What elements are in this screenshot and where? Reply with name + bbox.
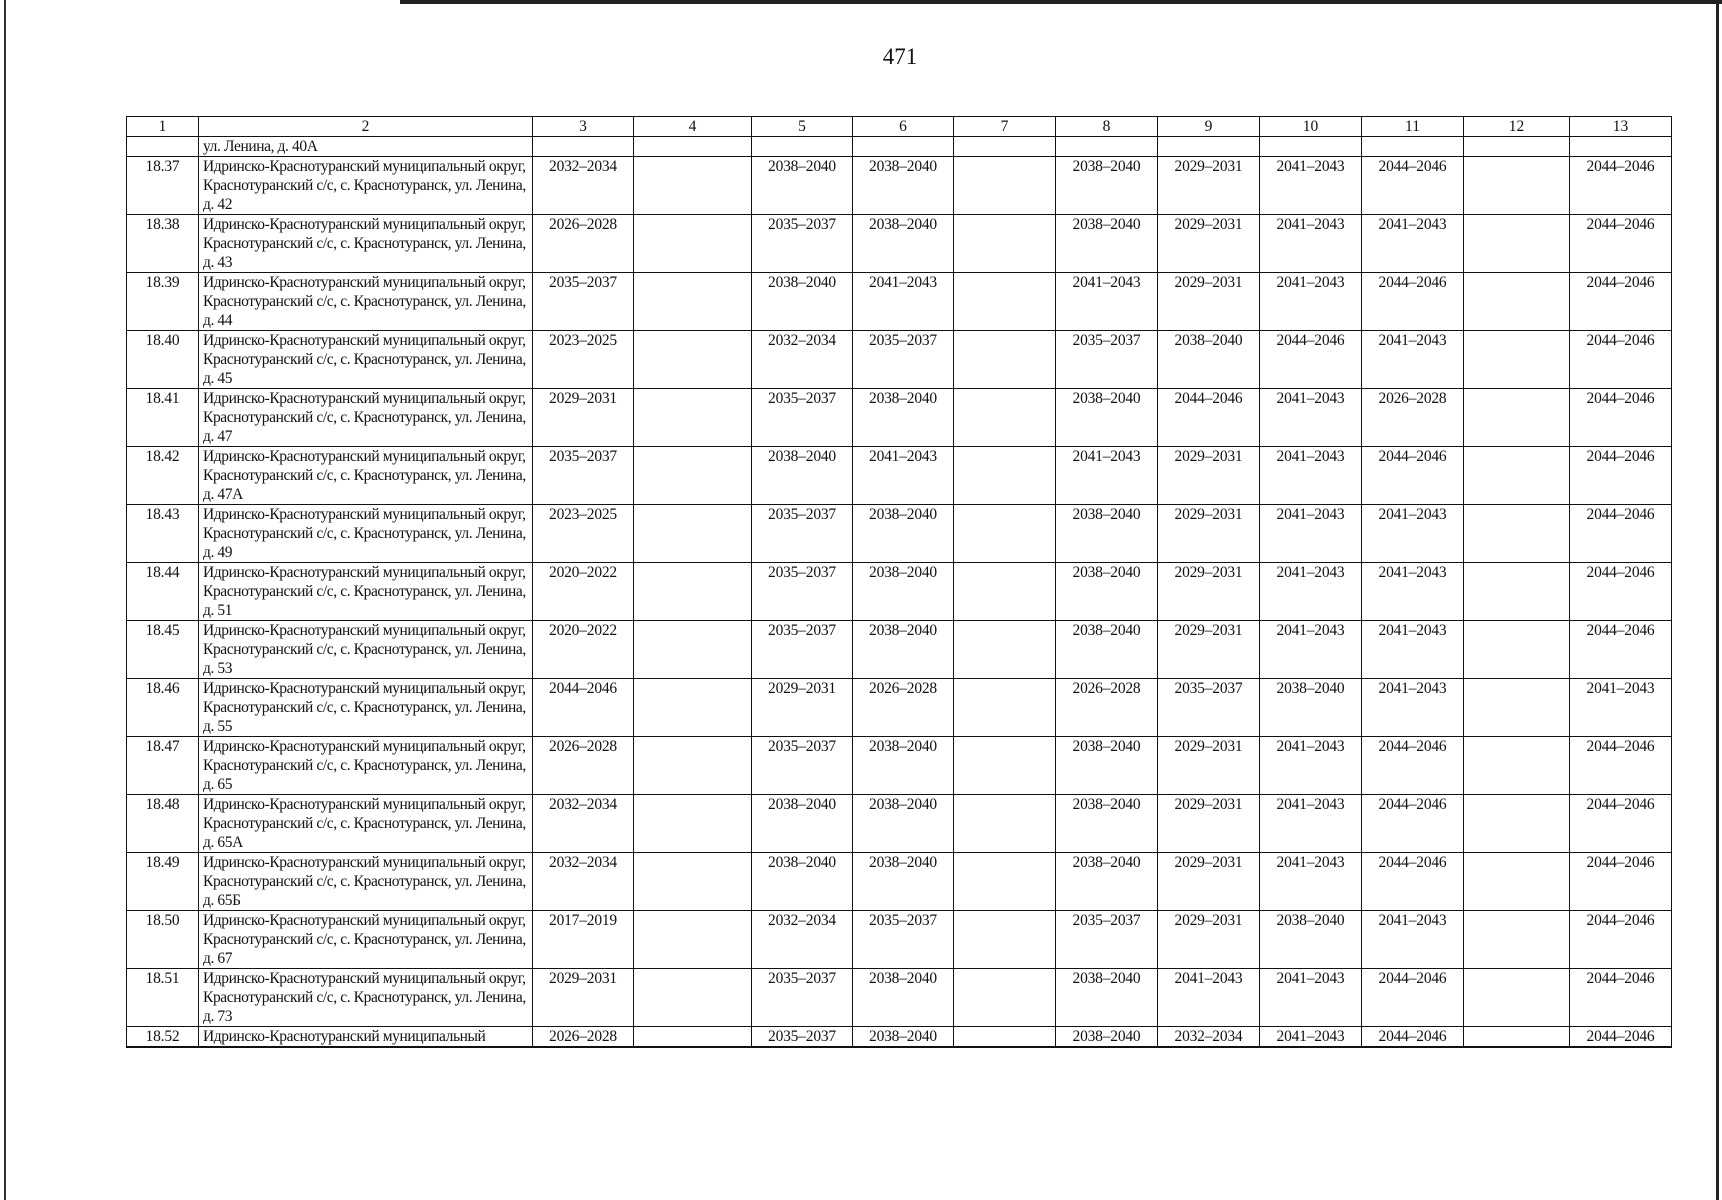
address-cell: Идринско-Краснотуранский муниципальный округ, Краснотуранский с/с, с. Краснотуранск, ул. Ленина, д. 49 xyxy=(199,505,533,563)
period-cell: 2029–2031 xyxy=(1158,157,1260,215)
period-cell: 2038–2040 xyxy=(1056,853,1158,911)
period-cell: 2038–2040 xyxy=(853,737,954,795)
period-cell: 2041–2043 xyxy=(1260,273,1362,331)
period-cell: 2038–2040 xyxy=(1056,795,1158,853)
period-cell xyxy=(634,157,752,215)
period-cell: 2041–2043 xyxy=(1158,969,1260,1027)
period-cell: 2038–2040 xyxy=(1056,389,1158,447)
row-number-cell: 18.45 xyxy=(127,621,199,679)
period-cell: 2038–2040 xyxy=(1056,563,1158,621)
period-cell: 2023–2025 xyxy=(533,331,634,389)
period-cell xyxy=(1464,563,1570,621)
period-cell: 2029–2031 xyxy=(1158,795,1260,853)
period-cell: 2044–2046 xyxy=(1362,1027,1464,1048)
period-cell xyxy=(1464,853,1570,911)
table-row xyxy=(127,331,1672,389)
period-cell xyxy=(634,331,752,389)
table-row xyxy=(127,969,1672,1027)
period-cell: 2029–2031 xyxy=(1158,737,1260,795)
period-cell xyxy=(1464,679,1570,737)
address-cell: Идринско-Краснотуранский муниципальный округ, Краснотуранский с/с, с. Краснотуранск, ул. Ленина, д. 45 xyxy=(199,331,533,389)
column-header-10: 10 xyxy=(1260,117,1362,137)
period-cell: 2038–2040 xyxy=(752,795,853,853)
period-cell: 2038–2040 xyxy=(853,795,954,853)
period-cell: 2041–2043 xyxy=(1570,679,1672,737)
period-cell: 2029–2031 xyxy=(1158,447,1260,505)
period-cell: 2041–2043 xyxy=(1362,911,1464,969)
period-cell: 2044–2046 xyxy=(1570,853,1672,911)
address-cell: Идринско-Краснотуранский муниципальный округ, Краснотуранский с/с, с. Краснотуранск, ул. Ленина, д. 47 xyxy=(199,389,533,447)
period-cell xyxy=(634,621,752,679)
period-cell: 2038–2040 xyxy=(752,853,853,911)
period-cell xyxy=(954,795,1056,853)
period-cell: 2035–2037 xyxy=(752,969,853,1027)
period-cell: 2035–2037 xyxy=(752,563,853,621)
table-row xyxy=(127,157,1672,215)
period-cell xyxy=(1464,447,1570,505)
period-cell: 2044–2046 xyxy=(1362,795,1464,853)
period-cell: 2041–2043 xyxy=(1260,737,1362,795)
period-cell: 2044–2046 xyxy=(1362,969,1464,1027)
period-cell: 2041–2043 xyxy=(1260,505,1362,563)
period-cell: 2044–2046 xyxy=(1570,1027,1672,1048)
period-cell: 2044–2046 xyxy=(1570,911,1672,969)
period-cell: 2038–2040 xyxy=(853,969,954,1027)
period-cell: 2035–2037 xyxy=(533,447,634,505)
table-row xyxy=(127,447,1672,505)
column-header-13: 13 xyxy=(1570,117,1672,137)
period-cell: 2026–2028 xyxy=(1362,389,1464,447)
period-cell: 2044–2046 xyxy=(1570,969,1672,1027)
period-cell: 2035–2037 xyxy=(752,389,853,447)
period-cell: 2035–2037 xyxy=(533,273,634,331)
period-cell: 2044–2046 xyxy=(1570,157,1672,215)
period-cell xyxy=(954,737,1056,795)
period-cell: 2029–2031 xyxy=(1158,621,1260,679)
period-cell: 2044–2046 xyxy=(1570,215,1672,273)
period-cell xyxy=(634,1027,752,1048)
address-cell: Идринско-Краснотуранский муниципальный округ, Краснотуранский с/с, с. Краснотуранск, ул. Ленина, д. 67 xyxy=(199,911,533,969)
period-cell xyxy=(1570,137,1672,157)
period-cell xyxy=(634,911,752,969)
period-cell xyxy=(752,137,853,157)
scan-edge-top xyxy=(400,0,1722,4)
period-cell: 2041–2043 xyxy=(853,273,954,331)
period-cell: 2029–2031 xyxy=(533,969,634,1027)
period-cell xyxy=(634,853,752,911)
row-number-cell: 18.43 xyxy=(127,505,199,563)
period-cell xyxy=(634,795,752,853)
column-header-12: 12 xyxy=(1464,117,1570,137)
period-cell: 2035–2037 xyxy=(853,331,954,389)
address-cell: Идринско-Краснотуранский муниципальный округ, Краснотуранский с/с, с. Краснотуранск, ул. Ленина, д. 55 xyxy=(199,679,533,737)
address-cell: Идринско-Краснотуранский муниципальный округ, Краснотуранский с/с, с. Краснотуранск, ул. Ленина, д. 65А xyxy=(199,795,533,853)
row-number-cell: 18.52 xyxy=(127,1027,199,1048)
period-cell: 2044–2046 xyxy=(1570,795,1672,853)
period-cell: 2041–2043 xyxy=(1362,215,1464,273)
period-cell xyxy=(634,505,752,563)
period-cell: 2038–2040 xyxy=(853,215,954,273)
period-cell xyxy=(634,447,752,505)
period-cell xyxy=(1158,137,1260,157)
period-cell xyxy=(1464,969,1570,1027)
period-cell xyxy=(954,157,1056,215)
column-header-4: 4 xyxy=(634,117,752,137)
period-cell: 2035–2037 xyxy=(752,621,853,679)
table-row xyxy=(127,273,1672,331)
column-header-3: 3 xyxy=(533,117,634,137)
period-cell xyxy=(1056,137,1158,157)
period-cell xyxy=(954,273,1056,331)
period-cell: 2044–2046 xyxy=(1260,331,1362,389)
address-cell: Идринско-Краснотуранский муниципальный округ, Краснотуранский с/с, с. Краснотуранск, ул. Ленина, д. 42 xyxy=(199,157,533,215)
period-cell xyxy=(1260,137,1362,157)
column-header-9: 9 xyxy=(1158,117,1260,137)
period-cell: 2029–2031 xyxy=(1158,505,1260,563)
period-cell: 2026–2028 xyxy=(1056,679,1158,737)
period-cell: 2044–2046 xyxy=(1570,505,1672,563)
period-cell: 2035–2037 xyxy=(752,505,853,563)
scan-edge-left xyxy=(4,0,6,1200)
period-cell: 2041–2043 xyxy=(853,447,954,505)
period-cell: 2038–2040 xyxy=(752,157,853,215)
period-cell: 2044–2046 xyxy=(1570,737,1672,795)
column-header-8: 8 xyxy=(1056,117,1158,137)
period-cell: 2041–2043 xyxy=(1260,795,1362,853)
period-cell: 2044–2046 xyxy=(1570,621,1672,679)
period-cell: 2026–2028 xyxy=(853,679,954,737)
address-cell: Идринско-Краснотуранский муниципальный округ, Краснотуранский с/с, с. Краснотуранск, ул. Ленина, д. 73 xyxy=(199,969,533,1027)
column-header-7: 7 xyxy=(954,117,1056,137)
period-cell xyxy=(853,137,954,157)
period-cell: 2032–2034 xyxy=(752,911,853,969)
period-cell: 2044–2046 xyxy=(533,679,634,737)
address-cell: Идринско-Краснотуранский муниципальный округ, Краснотуранский с/с, с. Краснотуранск, ул. Ленина, д. 44 xyxy=(199,273,533,331)
row-number-cell: 18.51 xyxy=(127,969,199,1027)
table-row-partial xyxy=(127,1027,1672,1048)
column-header-6: 6 xyxy=(853,117,954,137)
period-cell: 2041–2043 xyxy=(1362,621,1464,679)
period-cell: 2035–2037 xyxy=(752,215,853,273)
period-cell xyxy=(954,389,1056,447)
period-cell: 2038–2040 xyxy=(1056,621,1158,679)
period-cell xyxy=(1464,505,1570,563)
period-cell: 2044–2046 xyxy=(1362,273,1464,331)
period-cell: 2044–2046 xyxy=(1158,389,1260,447)
period-cell: 2038–2040 xyxy=(752,447,853,505)
table-row xyxy=(127,563,1672,621)
column-header-2: 2 xyxy=(199,117,533,137)
period-cell: 2041–2043 xyxy=(1362,505,1464,563)
period-cell xyxy=(634,137,752,157)
table-row xyxy=(127,679,1672,737)
period-cell: 2038–2040 xyxy=(853,853,954,911)
period-cell xyxy=(1464,215,1570,273)
table-row xyxy=(127,795,1672,853)
period-cell: 2017–2019 xyxy=(533,911,634,969)
period-cell: 2029–2031 xyxy=(1158,215,1260,273)
row-number-cell: 18.46 xyxy=(127,679,199,737)
period-cell xyxy=(954,969,1056,1027)
period-cell: 2041–2043 xyxy=(1260,621,1362,679)
table-row xyxy=(127,911,1672,969)
period-cell: 2041–2043 xyxy=(1056,447,1158,505)
period-cell xyxy=(954,331,1056,389)
row-number-cell: 18.47 xyxy=(127,737,199,795)
period-cell xyxy=(1464,911,1570,969)
period-cell xyxy=(954,853,1056,911)
period-cell: 2041–2043 xyxy=(1362,331,1464,389)
period-cell: 2029–2031 xyxy=(1158,911,1260,969)
period-cell xyxy=(1464,795,1570,853)
period-cell: 2029–2031 xyxy=(1158,563,1260,621)
period-cell: 2035–2037 xyxy=(752,1027,853,1048)
row-number-cell: 18.44 xyxy=(127,563,199,621)
period-cell xyxy=(954,1027,1056,1048)
period-cell: 2026–2028 xyxy=(533,1027,634,1048)
period-cell: 2038–2040 xyxy=(1260,679,1362,737)
table-header-row xyxy=(127,117,1672,137)
period-cell: 2032–2034 xyxy=(533,795,634,853)
row-number-cell: 18.40 xyxy=(127,331,199,389)
column-header-5: 5 xyxy=(752,117,853,137)
address-cell: Идринско-Краснотуранский муниципальный округ, Краснотуранский с/с, с. Краснотуранск, ул. Ленина, д. 43 xyxy=(199,215,533,273)
period-cell xyxy=(1464,621,1570,679)
row-number-cell: 18.38 xyxy=(127,215,199,273)
period-cell: 2041–2043 xyxy=(1260,853,1362,911)
period-cell: 2029–2031 xyxy=(1158,273,1260,331)
period-cell xyxy=(954,505,1056,563)
period-cell: 2044–2046 xyxy=(1570,273,1672,331)
period-cell: 2038–2040 xyxy=(853,1027,954,1048)
period-cell: 2035–2037 xyxy=(1056,331,1158,389)
period-cell xyxy=(634,737,752,795)
address-cell: Идринско-Краснотуранский муниципальный округ, Краснотуранский с/с, с. Краснотуранск, ул. Ленина, д. 65 xyxy=(199,737,533,795)
period-cell: 2035–2037 xyxy=(1056,911,1158,969)
period-cell xyxy=(1464,137,1570,157)
schedule-table xyxy=(126,116,1672,1048)
period-cell: 2029–2031 xyxy=(1158,853,1260,911)
table-row xyxy=(127,389,1672,447)
period-cell xyxy=(634,389,752,447)
period-cell xyxy=(1464,737,1570,795)
address-cell: Идринско-Краснотуранский муниципальный округ, Краснотуранский с/с, с. Краснотуранск, ул. Ленина, д. 51 xyxy=(199,563,533,621)
table-row xyxy=(127,737,1672,795)
period-cell xyxy=(1464,389,1570,447)
period-cell: 2029–2031 xyxy=(533,389,634,447)
period-cell: 2038–2040 xyxy=(853,563,954,621)
address-cell: ул. Ленина, д. 40А xyxy=(199,137,533,157)
period-cell: 2032–2034 xyxy=(533,157,634,215)
period-cell: 2044–2046 xyxy=(1570,563,1672,621)
period-cell: 2038–2040 xyxy=(853,505,954,563)
period-cell: 2041–2043 xyxy=(1056,273,1158,331)
row-number-cell: 18.37 xyxy=(127,157,199,215)
period-cell: 2032–2034 xyxy=(1158,1027,1260,1048)
period-cell: 2038–2040 xyxy=(1056,505,1158,563)
period-cell: 2038–2040 xyxy=(853,157,954,215)
period-cell xyxy=(1362,137,1464,157)
address-cell: Идринско-Краснотуранский муниципальный округ, Краснотуранский с/с, с. Краснотуранск, ул. Ленина, д. 53 xyxy=(199,621,533,679)
period-cell xyxy=(634,563,752,621)
period-cell: 2041–2043 xyxy=(1260,1027,1362,1048)
period-cell xyxy=(954,911,1056,969)
period-cell: 2038–2040 xyxy=(853,389,954,447)
period-cell: 2041–2043 xyxy=(1260,215,1362,273)
scan-edge-right xyxy=(1716,0,1719,1200)
period-cell xyxy=(954,215,1056,273)
period-cell: 2038–2040 xyxy=(853,621,954,679)
table-row xyxy=(127,215,1672,273)
period-cell: 2023–2025 xyxy=(533,505,634,563)
period-cell: 2044–2046 xyxy=(1570,447,1672,505)
period-cell: 2044–2046 xyxy=(1362,853,1464,911)
period-cell: 2035–2037 xyxy=(853,911,954,969)
period-cell xyxy=(634,969,752,1027)
period-cell: 2038–2040 xyxy=(1056,737,1158,795)
column-header-11: 11 xyxy=(1362,117,1464,137)
period-cell: 2038–2040 xyxy=(1158,331,1260,389)
period-cell xyxy=(954,137,1056,157)
period-cell: 2032–2034 xyxy=(752,331,853,389)
period-cell xyxy=(634,679,752,737)
period-cell: 2041–2043 xyxy=(1260,563,1362,621)
period-cell: 2038–2040 xyxy=(1260,911,1362,969)
period-cell xyxy=(634,215,752,273)
period-cell xyxy=(954,447,1056,505)
row-number-cell: 18.48 xyxy=(127,795,199,853)
table-row-continued xyxy=(127,137,1672,157)
period-cell xyxy=(1464,157,1570,215)
table-row xyxy=(127,853,1672,911)
row-number-cell: 18.41 xyxy=(127,389,199,447)
row-number-cell: 18.50 xyxy=(127,911,199,969)
row-number-cell: 18.39 xyxy=(127,273,199,331)
period-cell: 2044–2046 xyxy=(1570,389,1672,447)
period-cell: 2032–2034 xyxy=(533,853,634,911)
period-cell xyxy=(1464,1027,1570,1048)
period-cell: 2020–2022 xyxy=(533,621,634,679)
period-cell: 2029–2031 xyxy=(752,679,853,737)
period-cell: 2041–2043 xyxy=(1260,447,1362,505)
period-cell: 2020–2022 xyxy=(533,563,634,621)
period-cell: 2035–2037 xyxy=(752,737,853,795)
row-number-cell xyxy=(127,137,199,157)
row-number-cell: 18.49 xyxy=(127,853,199,911)
period-cell: 2041–2043 xyxy=(1362,679,1464,737)
address-cell: Идринско-Краснотуранский муниципальный округ, Краснотуранский с/с, с. Краснотуранск, ул. Ленина, д. 47А xyxy=(199,447,533,505)
period-cell: 2041–2043 xyxy=(1260,969,1362,1027)
period-cell: 2044–2046 xyxy=(1362,737,1464,795)
period-cell: 2038–2040 xyxy=(1056,969,1158,1027)
column-header-1: 1 xyxy=(127,117,199,137)
period-cell: 2044–2046 xyxy=(1362,157,1464,215)
period-cell: 2041–2043 xyxy=(1362,563,1464,621)
address-cell: Идринско-Краснотуранский муниципальный xyxy=(199,1027,533,1048)
period-cell: 2026–2028 xyxy=(533,215,634,273)
period-cell: 2038–2040 xyxy=(1056,1027,1158,1048)
period-cell: 2038–2040 xyxy=(1056,215,1158,273)
period-cell xyxy=(954,621,1056,679)
row-number-cell: 18.42 xyxy=(127,447,199,505)
period-cell: 2044–2046 xyxy=(1570,331,1672,389)
period-cell: 2038–2040 xyxy=(1056,157,1158,215)
period-cell: 2038–2040 xyxy=(752,273,853,331)
period-cell: 2041–2043 xyxy=(1260,157,1362,215)
period-cell xyxy=(954,679,1056,737)
table-row xyxy=(127,621,1672,679)
table-row xyxy=(127,505,1672,563)
period-cell: 2026–2028 xyxy=(533,737,634,795)
page-number: 471 xyxy=(882,44,918,69)
period-cell xyxy=(1464,273,1570,331)
address-cell: Идринско-Краснотуранский муниципальный округ, Краснотуранский с/с, с. Краснотуранск, ул. Ленина, д. 65Б xyxy=(199,853,533,911)
period-cell xyxy=(533,137,634,157)
period-cell: 2044–2046 xyxy=(1362,447,1464,505)
period-cell: 2035–2037 xyxy=(1158,679,1260,737)
period-cell xyxy=(1464,331,1570,389)
period-cell xyxy=(954,563,1056,621)
period-cell: 2041–2043 xyxy=(1260,389,1362,447)
period-cell xyxy=(634,273,752,331)
